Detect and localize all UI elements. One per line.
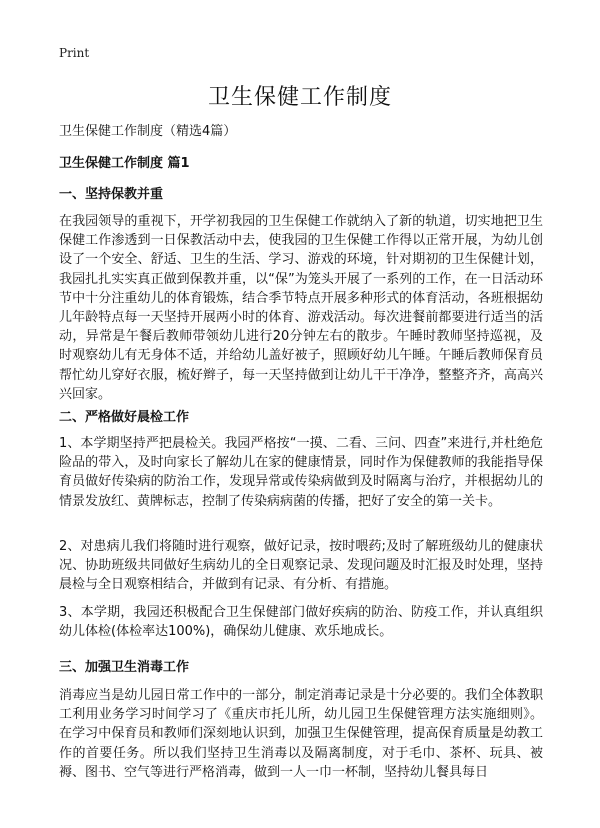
document-subtitle: 卫生保健工作制度（精选4篇） (59, 124, 237, 139)
section-3-paragraph-1: 消毒应当是幼儿园日常工作中的一部分，制定消毒记录是十分必要的。我们全体教职工利用业务学习时间学习了《重庆市托儿所，幼儿园卫生保健管理方法实施细则》。在学习中保育员和教师们深刻地认识到，加强卫生保健管理，提高保育质量是幼教工作的首要任务。所以我们坚持卫生消毒以及隔离制度，对于毛巾、茶杯、玩具、被褥、图书、空气等进行严格消毒，做到一人一巾一杯制，坚持幼儿餐具每日 (59, 688, 543, 780)
section-1-paragraph-1: 在我园领导的重视下，开学初我园的卫生保健工作就纳入了新的轨道，切实地把卫生保健工作渗透到一日保教活动中去，使我园的卫生保健工作得以正常开展，为幼儿创设了一个安全、舒适、卫生的生活、学习、游戏的环境，针对期初的卫生保健计划，我园扎扎实实真正做到保教并重，以“保”为笼头开展了一系列的工作，在一日活动环节中十分注重幼儿的体育锻炼，结合季节特点开展多种形式的体育活动，各班根据幼儿年龄特点每一天坚持开展两小时的体育、游戏活动。每次进餐前都要进行适当的活动，异常是午餐后教师带领幼儿进行20分钟左右的散步。午睡时教师坚持巡视，及时观察幼儿有无身体不适，并给幼儿盖好被子，照顾好幼儿午睡。午睡后教师保育员帮忙幼儿穿好衣服，梳好辫子，每一天坚持做到让幼儿干干净净，整整齐齐，高高兴兴回家。 (59, 214, 543, 402)
section-2-paragraph-3: 3、本学期，我园还积极配合卫生保健部门做好疾病的防治、防疫工作，并认真组织幼儿体检(体检率达100%)，确保幼儿健康、欢乐地成长。 (59, 605, 543, 640)
page-title: 卫生保健工作制度 (207, 85, 392, 110)
section-2-paragraph-2: 2、对患病儿我们将随时进行观察，做好记录，按时喂药;及时了解班级幼儿的健康状况、协助班级共同做好生病幼儿的全日观察记录、发现问题及时汇报及时处理，坚持晨检与全日观察相结合，并做到有记录、有分析、有措施。 (59, 539, 543, 593)
section-heading-2: 二、严格做好晨检工作 (59, 410, 190, 425)
section-heading-1: 一、坚持保教并重 (59, 187, 164, 202)
section-heading-3: 三、加强卫生消毒工作 (59, 660, 190, 675)
part-heading: 卫生保健工作制度 篇1 (59, 156, 190, 171)
section-2-paragraph-1: 1、本学期坚持严把晨检关。我园严格按“一摸、二看、三问、四查”来进行,并杜绝危险品的带入，及时向家长了解幼儿在家的健康情景，同时作为保健教师的我能指导保育员做好传染病的防治工作，发现异常或传染病做到及时隔离与治疗，并根据幼儿的情景发放红、黄牌标志，控制了传染病病菌的传播，把好了安全的第一关卡。 (59, 436, 543, 509)
print-link[interactable]: Print (59, 46, 90, 60)
